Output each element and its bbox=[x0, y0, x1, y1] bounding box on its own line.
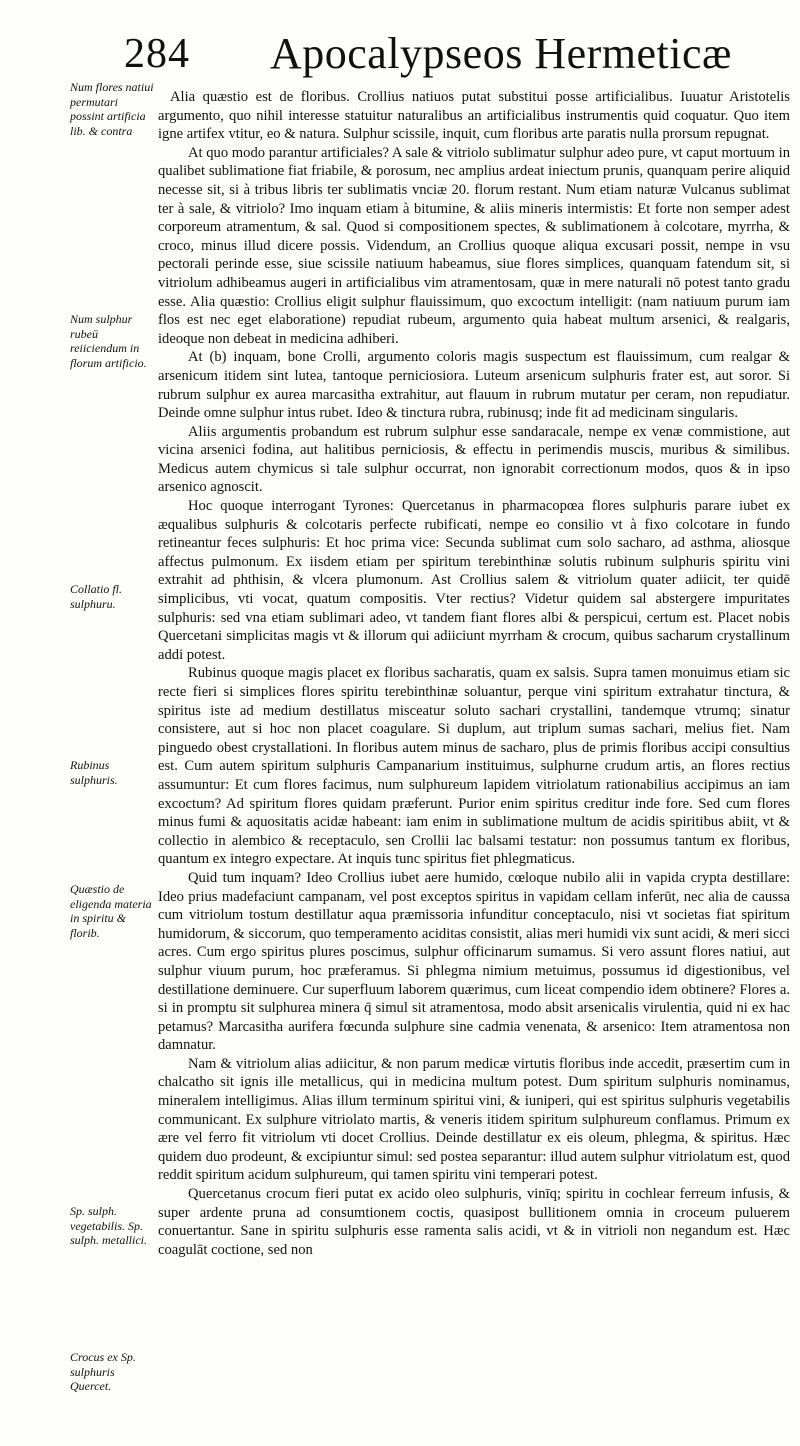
margin-note: Rubinus sulphuris. bbox=[70, 758, 118, 787]
paragraph: Rubinus quoque magis placet ex floribus sacharatis, quam ex salsis. Supra tamen monuimus etiam sic recte fieri si simplices flores spiritu terebinthinæ soluantur, perque vini spiritum extrahatur tinctura, & spiritus iste ad medium destillatus misceatur soluto sachari crystallini, tandemque vtrumq; sinatur consistere, aut si hoc non placet coagulare. Si duplum, aut triplum sumas sachari, melius fiet. Nam pinguedo obest crystallationi. In floribus autem minus de sacharo, plus de primis floribus accipi consultius est. Cum autem spiritum sulphuris Campanarium instituimus, sulphurne crudum artis, an flores rectius assumuntur: Et cum flores facimus, num sulphureum lapidem vitriolatum rationabilius accipimus an iam excoctum? Ad spiritum flores quidam præferunt. Purior enim spiritus creditur inde fore. Sed cum flores minus fumi & aquositatis acidæ habeant: iam enim in sublimatione multum de acidis spiritibus abiit, vt & collectio in alembico & receptaculo, sen Crollii lac balsami testatur: non possumus tantum ex floribus, quantum ex integro expectare. At inquis tunc spiritus fiet phlegmaticus. bbox=[158, 665, 790, 868]
page-header bbox=[120, 22, 780, 82]
margin-note: Quæstio de eligenda materia in spiritu & florib. bbox=[70, 882, 152, 940]
paragraph: Alia quæstio est de floribus. Crollius natiuos putat substitui posse artificialibus. Iuuatur Aristotelis argumento, quo nihil interesse statuitur naturalibus an artificialibus instrumentis quid coquatur. Quo item igne artifex vtitur, eo & natura. Sulphur scissile, inquit, cum floribus arte paratis nulla prorsum repugnat. bbox=[158, 89, 790, 143]
margin-note: Collatio fl. sulphuru. bbox=[70, 582, 123, 611]
paragraph: Nam & vitriolum alias adiicitur, & non parum medicæ virtutis floribus inde accedit, præsertim cum in chalcatho sit ignis ille metallicus, qui in medicina multum potest. Dum spiritum sulphuris nominamus, mineralem intelligimus. Alias illum terminum spiritui vini, & iuniperi, qui est spiritus sulphuris vegetabilis communicant. Ex sulphure vitriolato martis, & veneris itidem spiritum sulphureum conflamus. Primum ex ære vel ferro fit vitriolum vti docet Crollius. Deinde destillatur ex eis oleum, phlegma, & spiritus. Hæc quidem duo prodeunt, & excipiuntur simul: sed postea separantur: illud autem sulphur vitriolatum est, quod reddit spiritum acidum sulphureum, qui tamen spiritu vini temperari potest. bbox=[158, 1055, 790, 1184]
paragraph: Quid tum inquam? Ideo Crollius iubet aere humido, cœloque nubilo alii in vapida crypta destillare: Ideo prius madefaciunt campanam, vel post exceptos spiritus in vapidam cellam inferūt, nec alia de caussa cum vitriolum tostum destillatur aqua præmissoria infunditur conceptaculo, nisi vt societas fiat spiritum humidorum, & siccorum, quo temperamento aciditas consistit, alias meri humidi vix sunt acidi, & meri sicci acres. Cum ergo spiritus plures poscimus, sulphur officinarum sumamus. Si vero assunt flores natiui, aut sulphur viuum purum, hoc præferamus. Si phlegma nimium metuimus, possumus id digestionibus, vel destillatione deminuere. Cur superfluum laborem quærimus, cum liceat compendio idem obtinere? Flores a. si in promptu sit sulphurea minera q̄ simul sit atramentosa, modo absit arsenicalis virulentia, quid ni ex hac petamus? Marcasitha aurifera fœcunda sulphure sine cadmia venenata, & arsenico: Item atramentosa non damnatur. bbox=[158, 869, 790, 1054]
margin-notes bbox=[70, 80, 152, 1420]
body-text bbox=[158, 88, 790, 1259]
margin-note: Sp. sulph. vegetabilis. Sp. sulph. metallici. bbox=[70, 1204, 147, 1247]
paragraph: Aliis argumentis probandum est rubrum sulphur esse sandaracale, nempe ex venæ commistione, aut vicina arsenici fodina, aut halitibus perniciosis, & effectu in perimendis muscis, muribus & similibus. Medicus autem chymicus si tale sulphur occurrat, non ignorabit correctionum modos, quos & in ipso arsenico agnoscit. bbox=[158, 423, 790, 496]
paragraph: Hoc quoque interrogant Tyrones: Quercetanus in pharmacopœa flores sulphuris parare iubet ex æqualibus sulphuris & colcotaris perfecte rubificati, nempe eo consilio vt à fixo colcotare in fundo retineantur feces sulphuris: Et hoc prima vice: Secunda sublimat cum solo sacharo, ad asthma, aliosque affectus pulmonum. Ex iisdem etiam per spiritum terebinthinæ solutis rubinum sulphuris spiritu vini extrahit ad phthisin, & vlcera plumonum. Ast Crollius salem & vitriolum quater adiicit, ter quidē simplicibus, vti vocat, quatum compositis. Vter rectius? Videtur quidem sal abstergere impuritates sulphuris: sed vna etiam sublimari adeo, vt tandem fiant flores albi & perspicui, certum est. Placet nobis Quercetani simplicitas magis vt & illorum qui adiiciunt myrrham & crocum, quibus sacharum crystallinum addi potest. bbox=[158, 498, 790, 663]
margin-note: Num sulphur rubeū reiiciendum in florum artificio. bbox=[70, 312, 147, 370]
margin-note: Num flores natiui permutari possint artificia lib. & contra bbox=[70, 80, 154, 138]
page-number: 284 bbox=[124, 31, 190, 77]
margin-note: Crocus ex Sp. sulphuris Quercet. bbox=[70, 1350, 136, 1393]
running-head: Apocalypseos Hermeticæ bbox=[270, 29, 732, 78]
paragraph: At (b) inquam, bone Crolli, argumento coloris magis suspectum est flauissimum, cum realgar & arsenicum itidem sint lutea, tantoque perniciosiora. Luteum arsenicum sulphuris frater est, aut soror. Si rubrum sulphur ex aurea marcasitha extrahitur, aut flauum in rubrum mutatur per ceram, non repudiatur. Deinde omne sulphur intus rubet. Ideo & tinctura rubra, rubinusq; inde fit ad medicinam singularis. bbox=[158, 349, 790, 422]
paragraph: Quercetanus crocum fieri putat ex acido oleo sulphuris, vinīq; spiritu in cochlear ferreum infusis, & super ardente pruna ad consumtionem coctis, quasipost bullitionem omnia in croceum puluerem conuertantur. Sane in spiritu sulphuris esse ramenta salis acidi, vt & in vitrioli non negandum est. Hæc coagulāt coctione, sed non bbox=[158, 1186, 790, 1258]
paragraph: At quo modo parantur artificiales? A sale & vitriolo sublimatur sulphur adeo pure, vt caput mortuum in qualibet sublimatione fiat friabile, & porosum, nec amplius ardeat iniectum prunis, quanquam perire aliquid necesse sit, si à tribus libris ter sublimatis vnciæ 20. florum restant. Num etiam naturæ Vulcanus sublimat ter à sale, & vitriolo? Imo inquam etiam à bitumine, & aliis mineris intermistis: Et forte non semper adest corporeum atramentum, & sal. Quod si compositionem spectes, & sublimationem à colcotare, myrrha, & croco, minus illud dicere possis. Videndum, an Crollius quoque aliqua excusari possit, nempe in vsu pectorali perinde esse, siue scissile natiuum habeamus, siue flores simplices, quanquam fatendum sit, si vitriolum adhibeamus augeri in artificialibus vim atramentosam, quæ in mere naturali nō potest tanto gradu esse. Alia quæstio: Crollius eligit sulphur flauissimum, quo excoctum intelligit: (nam natiuum purum iam flos est nec eget elaboratione) repudiat rubeum, argumento quia habeat multum arsenici, & realgaris, ideoque non debeat in medicina adhiberi. bbox=[158, 144, 790, 347]
